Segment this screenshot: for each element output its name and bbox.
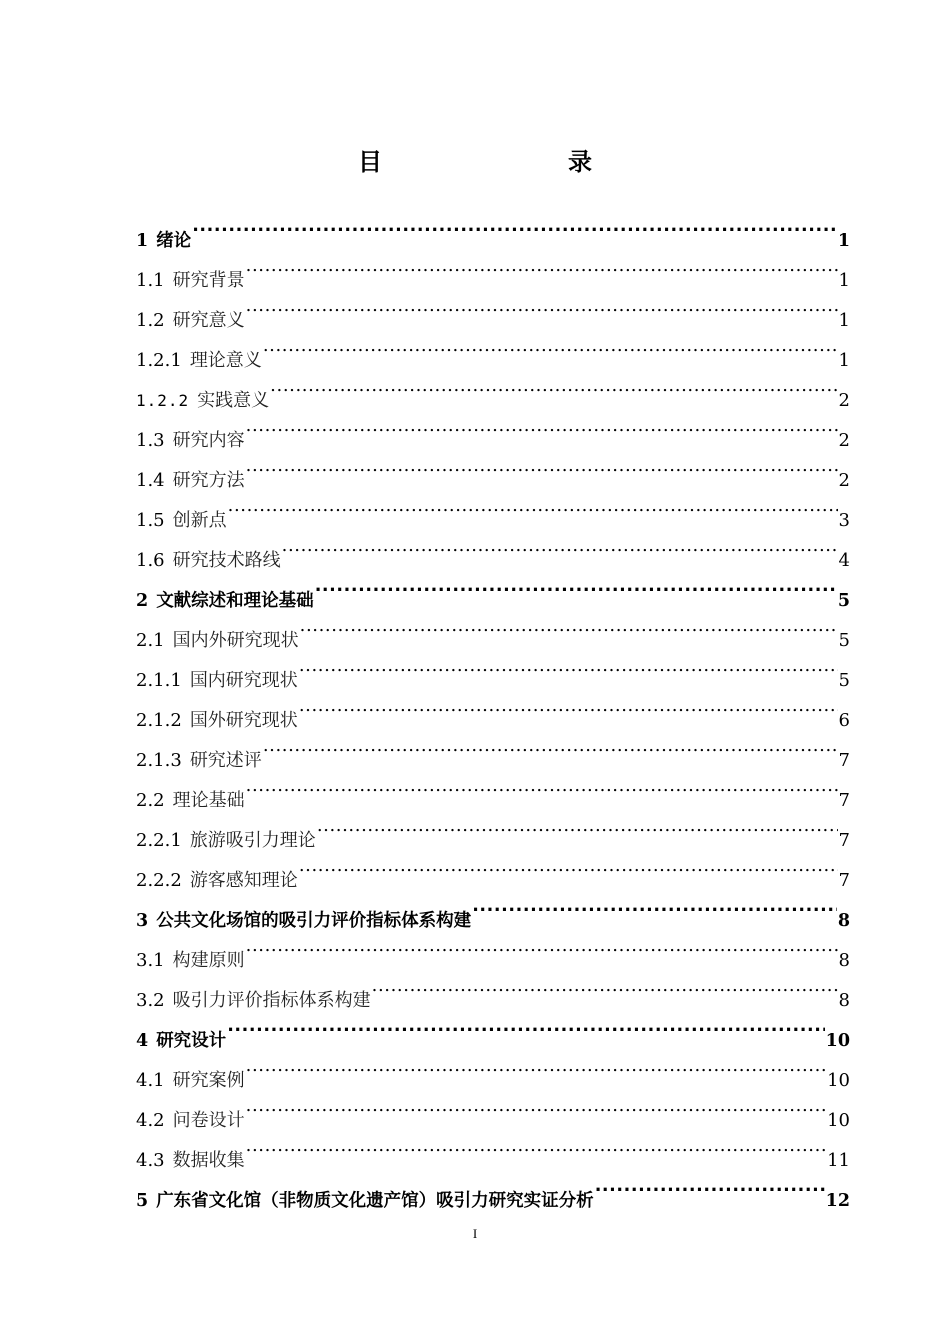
toc-entry-page: 3 xyxy=(838,510,850,531)
toc-entry-page: 11 xyxy=(827,1150,850,1171)
toc-entry-number: 1.5 xyxy=(136,510,165,531)
toc-entry-number: 4.3 xyxy=(136,1150,165,1171)
toc-entry-page: 1 xyxy=(838,270,850,291)
toc-entry-page: 10 xyxy=(827,1070,850,1091)
toc-entry-title: 理论意义 xyxy=(189,350,262,371)
toc-title: 目 录 xyxy=(358,148,638,176)
toc-leader-dots xyxy=(315,566,837,606)
toc-entry-title: 吸引力评价指标体系构建 xyxy=(172,990,371,1011)
toc-entry-page: 10 xyxy=(825,1031,850,1051)
toc-leader-dots xyxy=(472,886,837,926)
toc-entry-title: 文献综述和理论基础 xyxy=(156,591,314,611)
toc-entry-page: 2 xyxy=(838,470,850,491)
toc-entry-title: 问卷设计 xyxy=(172,1110,245,1131)
toc-leader-dots xyxy=(595,1166,825,1206)
toc-entry[interactable] xyxy=(136,246,850,291)
toc-entry[interactable] xyxy=(136,1006,850,1051)
toc-entry-page: 8 xyxy=(837,911,850,931)
toc-leader-dots xyxy=(299,646,838,686)
toc-leader-dots xyxy=(246,1086,826,1126)
toc-entry-number: 1.4 xyxy=(136,470,165,491)
toc-leader-dots xyxy=(246,246,838,286)
toc-entry-title: 研究背景 xyxy=(172,270,245,291)
toc-leader-dots xyxy=(282,526,838,566)
toc-entry-title: 游客感知理论 xyxy=(189,870,298,891)
toc-entry-title: 研究内容 xyxy=(172,430,245,451)
toc-entry-page: 5 xyxy=(838,670,850,691)
toc-entry-number: 1.3 xyxy=(136,430,165,451)
toc-leader-dots xyxy=(228,486,838,526)
toc-entry-page: 1 xyxy=(838,350,850,371)
toc-entry-number: 3.2 xyxy=(136,990,165,1011)
toc-entry-number: 1.2.1 xyxy=(136,350,182,371)
toc-entry-number: 1.1 xyxy=(136,270,165,291)
toc-entry[interactable] xyxy=(136,1046,850,1091)
toc-entry-number: 2.2.1 xyxy=(136,830,182,851)
toc-entry-number: 3 xyxy=(136,911,149,931)
toc-leader-dots xyxy=(246,1126,826,1166)
toc-entry-number: 2.2.2 xyxy=(136,870,182,891)
toc-entry-title: 构建原则 xyxy=(172,950,245,971)
toc-entry[interactable] xyxy=(136,486,850,531)
toc-entry-number: 1.2.2 xyxy=(136,391,190,410)
toc-leader-dots xyxy=(263,726,838,766)
toc-entry-title: 实践意义 xyxy=(197,390,270,411)
toc-entry-number: 1.2 xyxy=(136,310,165,331)
toc-leader-dots xyxy=(372,966,838,1006)
toc-entry-page: 12 xyxy=(825,1191,850,1211)
toc-leader-dots xyxy=(263,326,838,366)
toc-leader-dots xyxy=(246,926,838,966)
toc-entry-title: 创新点 xyxy=(172,510,227,531)
toc-leader-dots xyxy=(246,406,838,446)
toc-entry-page: 7 xyxy=(838,750,850,771)
toc-entry-page: 8 xyxy=(838,990,850,1011)
toc-leader-dots xyxy=(300,606,838,646)
toc-entry-number: 2 xyxy=(136,591,149,611)
toc-entry-number: 2.1 xyxy=(136,630,165,651)
toc-entry-number: 5 xyxy=(136,1191,149,1211)
toc-leader-dots xyxy=(246,1046,826,1086)
toc-entry-title: 绪论 xyxy=(156,231,192,251)
toc-entry-title: 国内外研究现状 xyxy=(172,630,299,651)
toc-entry-page: 6 xyxy=(838,710,850,731)
toc-entry-page: 1 xyxy=(838,310,850,331)
toc-entry-title: 研究技术路线 xyxy=(172,550,281,571)
toc-leader-dots xyxy=(192,206,837,246)
toc-entry-title: 研究设计 xyxy=(156,1031,227,1051)
toc-entry-page: 2 xyxy=(838,430,850,451)
toc-entry-number: 1 xyxy=(136,231,149,251)
toc-entry-number: 4 xyxy=(136,1031,149,1051)
toc-entry[interactable] xyxy=(136,526,850,571)
toc-entry-number: 2.1.1 xyxy=(136,670,182,691)
toc-entry-title: 研究方法 xyxy=(172,470,245,491)
toc-entry-title: 研究述评 xyxy=(189,750,262,771)
toc-entry-page: 7 xyxy=(838,870,850,891)
toc-entry-number: 3.1 xyxy=(136,950,165,971)
toc-entry-number: 4.2 xyxy=(136,1110,165,1131)
toc-entry-title: 研究意义 xyxy=(172,310,245,331)
toc-entry-title: 旅游吸引力理论 xyxy=(189,830,316,851)
toc-entry-page: 7 xyxy=(838,790,850,811)
toc-entry-title: 理论基础 xyxy=(172,790,245,811)
toc-entry-page: 5 xyxy=(837,591,850,611)
toc-leader-dots xyxy=(246,286,838,326)
toc-entry-title: 国外研究现状 xyxy=(189,710,298,731)
toc-entry-title: 数据收集 xyxy=(172,1150,245,1171)
toc-leader-dots xyxy=(299,686,838,726)
toc-entry-number: 2.2 xyxy=(136,790,165,811)
toc-entry-page: 7 xyxy=(838,830,850,851)
toc-entry-page: 2 xyxy=(838,390,850,411)
toc-entry-title: 公共文化场馆的吸引力评价指标体系构建 xyxy=(156,911,472,931)
toc-entry-page: 5 xyxy=(838,630,850,651)
toc-entry-page: 10 xyxy=(827,1110,850,1131)
toc-entry-number: 1.6 xyxy=(136,550,165,571)
toc-leader-dots xyxy=(270,366,837,406)
toc-leader-dots xyxy=(227,1006,824,1046)
toc-leader-dots xyxy=(246,766,838,806)
toc-leader-dots xyxy=(317,806,838,846)
page-number: I xyxy=(472,1226,478,1241)
toc-entry-title: 国内研究现状 xyxy=(189,670,298,691)
toc-entry-number: 4.1 xyxy=(136,1070,165,1091)
toc-entry-number: 2.1.2 xyxy=(136,710,182,731)
toc-entry-title: 研究案例 xyxy=(172,1070,245,1091)
toc-entry-page: 8 xyxy=(838,950,850,971)
toc-entry-title: 广东省文化馆（非物质文化遗产馆）吸引力研究实证分析 xyxy=(156,1191,594,1211)
toc-entry-page: 4 xyxy=(838,550,850,571)
toc-entry-page: 1 xyxy=(837,231,850,251)
toc-entry-number: 2.1.3 xyxy=(136,750,182,771)
toc-entry[interactable] xyxy=(136,206,850,251)
table-of-contents xyxy=(136,206,850,1211)
toc-leader-dots xyxy=(299,846,838,886)
toc-leader-dots xyxy=(246,446,838,486)
